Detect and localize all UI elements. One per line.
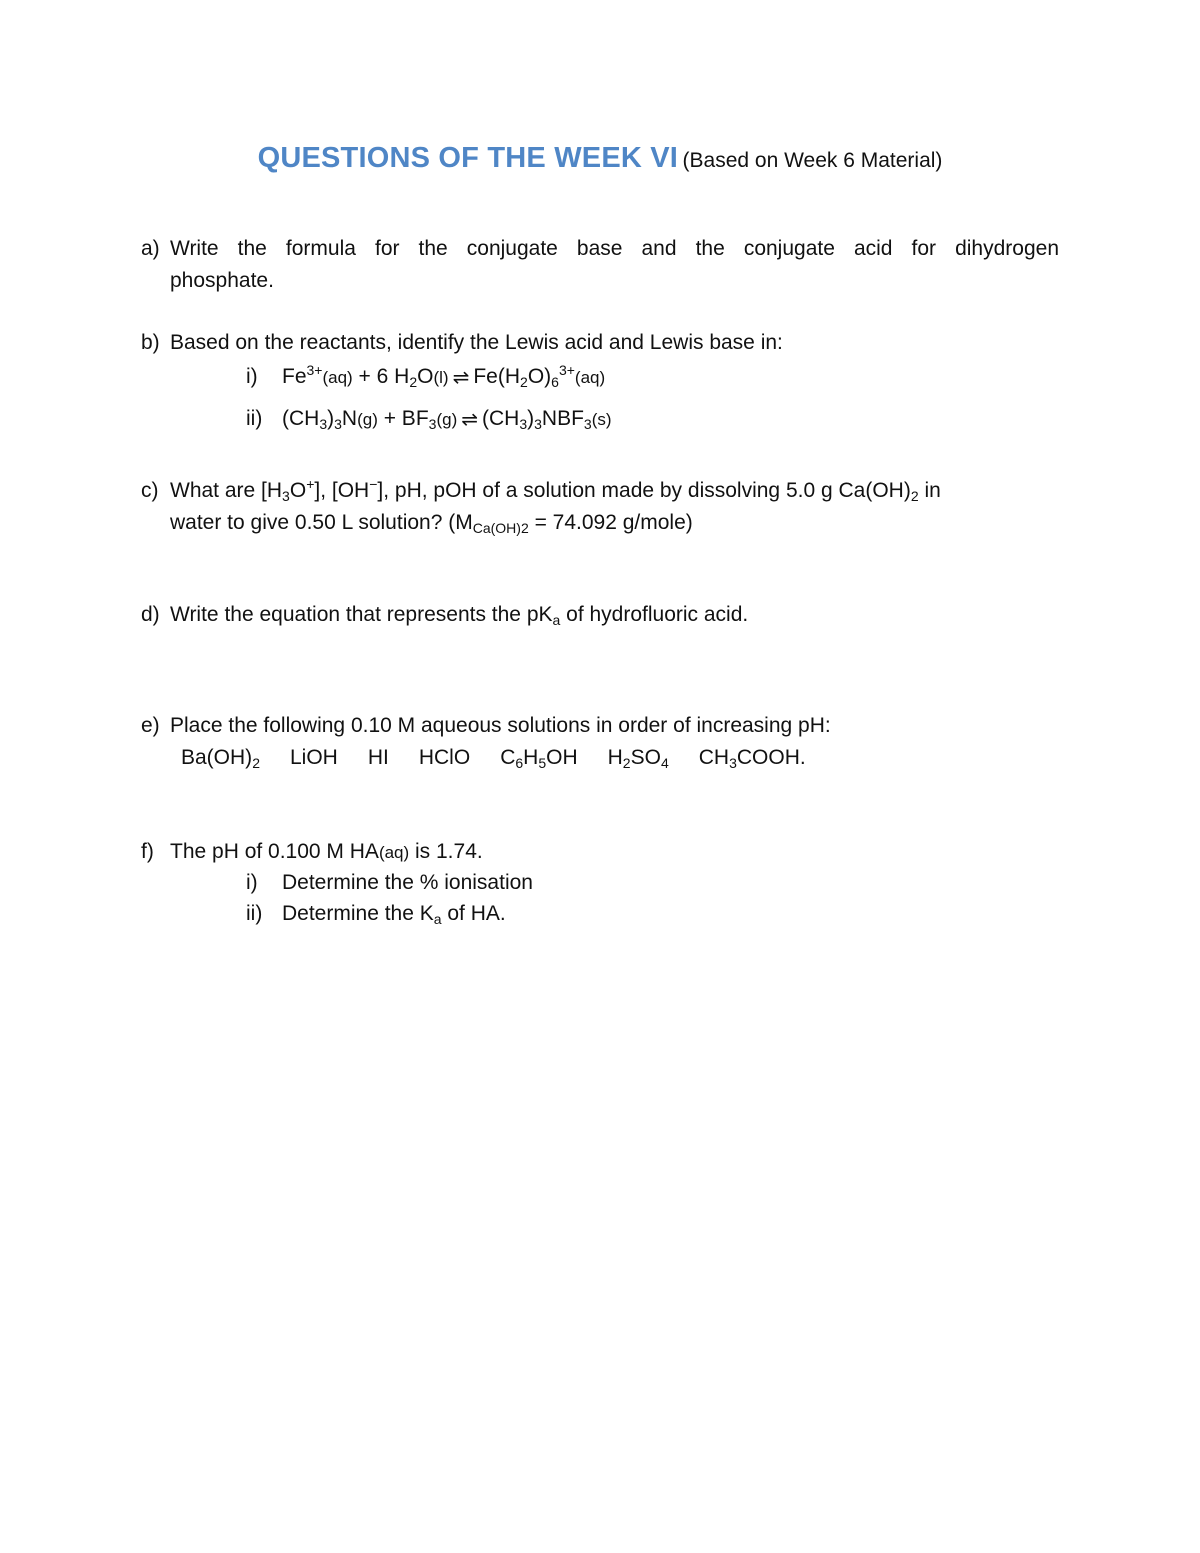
- question-a-line2: phosphate.: [170, 269, 274, 292]
- species-lioh: LiOH: [289, 746, 338, 769]
- question-d-label: d): [141, 603, 160, 626]
- d-text-end: of hydrofluoric acid.: [560, 603, 749, 626]
- question-b-label: b): [141, 331, 160, 354]
- roman-i: i): [246, 365, 258, 388]
- question-f-label: f): [141, 840, 154, 863]
- c-text-mid2: ], [OH: [314, 479, 370, 502]
- question-d-text: [170, 602, 748, 628]
- question-b-reaction-ii: ii) $(CH_3)_3N(g) + BF_3(g)$ ⇌ $(CH_3)_3NBF_3(s)$: [246, 407, 612, 432]
- question-b-text: Based on the reactants, identify the Lewis acid and Lewis base in:: [170, 331, 783, 354]
- species-baoh2: $Ba(OH)_2$: [181, 746, 260, 771]
- question-c-line1: What are $[H_3O^+]$, [OH−], pH, pOH of a solution made by dissolving 5.0 g $Ca(OH)_2$ in: [170, 476, 941, 504]
- title-main: QUESTIONS OF THE WEEK VI: [257, 142, 679, 174]
- species-ch3cooh: $CH_3COOH$.: [698, 746, 806, 771]
- equilibrium-arrow-icon: ⇌: [452, 367, 470, 389]
- question-f-text: [170, 839, 483, 866]
- c-line2-end: = 74.092 g/mole): [528, 511, 693, 534]
- f-ii-text-end: of HA.: [441, 902, 506, 925]
- c-text-mid3: ], pH, pOH of a solution made by dissolving 5.0 g Ca(OH): [377, 479, 911, 502]
- f-ii-text-start: Determine the K: [282, 902, 434, 925]
- species-h2so4: $H_2SO_4$: [607, 746, 669, 771]
- species-hclo: HClO: [418, 746, 471, 769]
- c-text-end: in: [918, 479, 941, 502]
- roman-ii: ii): [246, 407, 263, 430]
- title-subtitle: (Based on Week 6 Material): [682, 149, 943, 172]
- species-c6h5oh: $C_6H_5OH$: [500, 746, 578, 771]
- f-ii-sub-a: a: [433, 911, 442, 927]
- equilibrium-arrow-icon: ⇌: [461, 409, 478, 431]
- c-molar-mass-sub: Ca(OH)2: [472, 520, 529, 536]
- question-e-text: Place the following 0.10 M aqueous solutions in order of increasing pH:: [170, 714, 831, 737]
- c-line2-start: water to give 0.50 L solution? (M: [170, 511, 473, 534]
- question-a-line1: Write the formula for the conjugate base and the conjugate acid for dihydrogen: [170, 237, 1059, 260]
- f-i-text: Determine the % ionisation: [282, 871, 533, 894]
- species-hi: HI: [367, 746, 389, 769]
- c-text-start: What are [H: [170, 479, 283, 502]
- roman-i: i): [246, 871, 258, 894]
- c-text-mid1: O: [289, 479, 307, 502]
- question-a-label: a): [141, 237, 160, 260]
- question-b-reaction-i: i) $Fe^{3+}(aq) + 6$ $H_2O(l)$ ⇌ $Fe(H_2O)_6^{3+}(aq)$: [246, 362, 606, 390]
- question-c-line2: [170, 510, 693, 536]
- roman-ii: ii): [246, 902, 263, 925]
- question-e-species-list: [181, 745, 806, 771]
- f-state: (aq): [378, 843, 410, 862]
- f-text-end: is 1.74.: [409, 840, 483, 863]
- question-f-part-i: [246, 870, 533, 896]
- d-sub-a: a: [552, 612, 561, 628]
- f-text-start: The pH of 0.100 M HA: [170, 840, 379, 863]
- question-f-part-ii: [246, 901, 506, 927]
- question-c-label: c): [141, 479, 159, 502]
- page-title: [0, 142, 1200, 175]
- question-e-label: e): [141, 714, 160, 737]
- d-text-start: Write the equation that represents the pK: [170, 603, 553, 626]
